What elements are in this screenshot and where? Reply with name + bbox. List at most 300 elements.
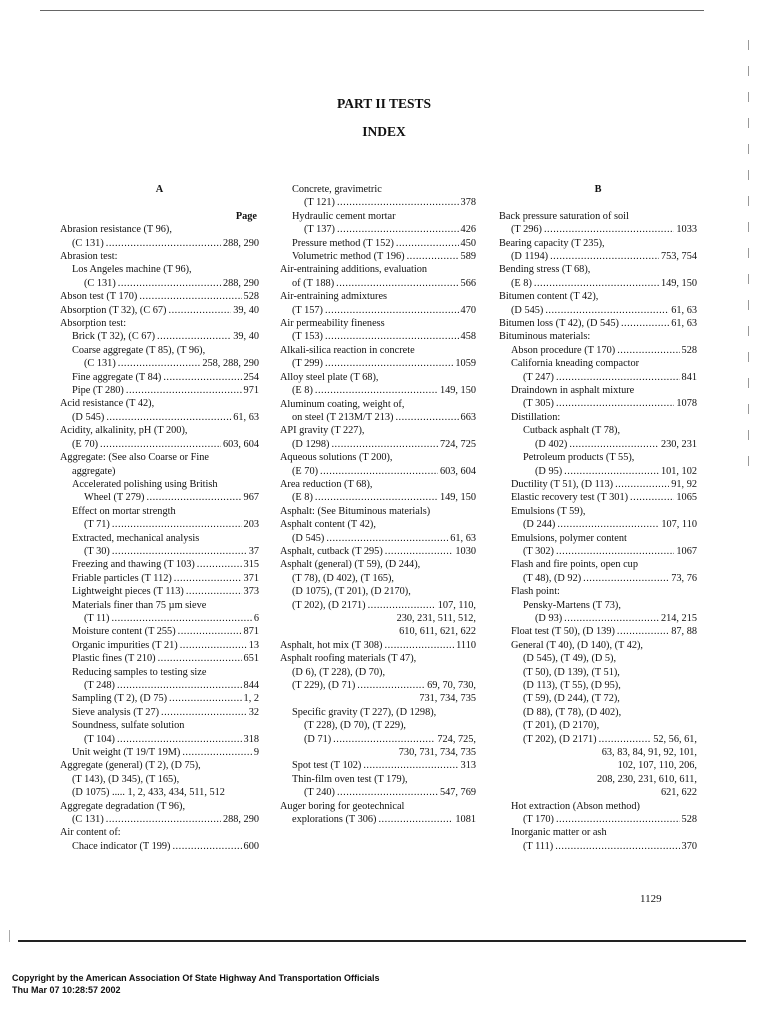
entry-text: Chace indicator (T 199) <box>72 840 171 852</box>
index-line: Coarse aggregate (T 85), (T 96), <box>72 344 206 356</box>
entry-text: Bitumen loss (T 42), (D 545) <box>499 318 619 330</box>
entry-pages: 73, 76 <box>671 572 697 584</box>
dot-leader <box>363 759 458 772</box>
index-line: (D 1075), (T 201), (D 2170), <box>292 586 411 598</box>
index-entry <box>60 237 259 250</box>
index-entry <box>280 223 476 236</box>
index-line: Flash and fire points, open cup <box>511 559 638 571</box>
index-entry <box>499 545 697 558</box>
entry-text: (T 299) <box>292 358 323 370</box>
entry-text: (D 545) <box>292 532 325 544</box>
index-column-2 <box>280 183 476 827</box>
index-line: Acid resistance (T 42), <box>60 398 155 410</box>
index-entry <box>280 599 476 612</box>
dot-leader <box>118 277 221 290</box>
index-line: Air-entraining admixtures <box>280 291 388 303</box>
dot-leader <box>172 840 241 853</box>
dot-leader <box>395 411 458 424</box>
entry-pages: 370 <box>681 840 697 852</box>
entry-text: Abson procedure (T 170) <box>511 344 616 356</box>
dot-leader <box>139 290 241 303</box>
index-entry <box>499 223 697 236</box>
entry-pages: 967 <box>243 492 259 504</box>
entry-pages: 373 <box>243 586 259 598</box>
entry-pages: 1081 <box>455 814 476 826</box>
index-line: California kneading compactor <box>511 358 640 370</box>
index-line: Absorption test: <box>60 318 127 330</box>
entry-pages: 378 <box>460 197 476 209</box>
index-line: Auger boring for geotechnical <box>280 800 405 812</box>
entry-text: Pressure method (T 152) <box>292 237 394 249</box>
entry-pages: 6 <box>253 612 259 624</box>
index-entry <box>499 478 697 491</box>
dot-leader <box>169 692 242 705</box>
entry-text: Float test (T 50), (D 139) <box>511 626 615 638</box>
entry-text: (T 11) <box>84 612 110 624</box>
section-letter: B <box>594 184 602 195</box>
index-line: Concrete, gravimetric <box>292 184 382 195</box>
entry-pages: 288, 290 <box>222 237 259 249</box>
entry-text: (T 104) <box>84 733 115 745</box>
entry-pages: 32 <box>248 706 259 718</box>
entry-pages: 589 <box>460 251 476 263</box>
index-entry <box>499 572 697 585</box>
dot-leader <box>564 465 659 478</box>
index-entry <box>60 411 259 424</box>
index-line: Hot extraction (Abson method) <box>511 800 640 812</box>
dot-leader <box>112 518 242 531</box>
index-entry <box>280 438 476 451</box>
index-line: Asphalt: (See Bituminous materials) <box>280 505 431 517</box>
entry-text: (T 71) <box>84 519 110 531</box>
index-entry <box>280 196 476 209</box>
entry-pages: 61, 63 <box>671 304 697 316</box>
entry-text: (D 244) <box>523 519 556 531</box>
entry-pages: 470 <box>460 304 476 316</box>
index-line: (T 59), (D 244), (T 72), <box>523 693 620 705</box>
index-entry <box>280 491 476 504</box>
dot-leader <box>197 558 242 571</box>
entry-text: (D 95) <box>535 465 563 477</box>
entry-pages: 107, 110 <box>661 519 697 531</box>
page-refs-continued: 230, 231, 511, 512, <box>396 613 476 624</box>
index-entry <box>280 786 476 799</box>
page-refs-continued: 731, 734, 735 <box>419 693 476 705</box>
index-entry <box>280 733 476 746</box>
entry-text: (T 247) <box>523 371 554 383</box>
index-entry <box>499 465 697 478</box>
index-column-3 <box>499 183 697 853</box>
index-line: Extracted, mechanical analysis <box>72 532 200 544</box>
entry-pages: 1110 <box>456 639 476 651</box>
entry-text: (T 302) <box>523 545 554 557</box>
dot-leader <box>106 237 221 250</box>
entry-pages: 39, 40 <box>233 304 259 316</box>
index-line: (D 1075) ..... 1, 2, 433, 434, 511, 512 <box>72 787 225 799</box>
index-entry <box>60 518 259 531</box>
dot-leader <box>556 545 674 558</box>
entry-text: Friable particles (T 112) <box>72 572 172 584</box>
dot-leader <box>337 196 459 209</box>
copyright-line: Copyright by the American Association Of State Highway And Transportation Officials <box>12 973 380 983</box>
entry-pages: 149, 150 <box>439 492 476 504</box>
entry-pages: 603, 604 <box>222 438 259 450</box>
dot-leader <box>615 478 669 491</box>
entry-pages: 528 <box>681 814 697 826</box>
index-entry <box>499 371 697 384</box>
entry-text: (E 70) <box>72 438 99 450</box>
dot-leader <box>555 840 679 853</box>
entry-text: Sieve analysis (T 27) <box>72 706 160 718</box>
dot-leader <box>174 572 242 585</box>
entry-text: Moisture content (T 255) <box>72 626 176 638</box>
entry-text: Asphalt, hot mix (T 308) <box>280 639 383 651</box>
dot-leader <box>325 330 459 343</box>
entry-text: (T 111) <box>523 840 554 852</box>
entry-pages: 313 <box>460 760 476 772</box>
dot-leader <box>182 746 252 759</box>
dot-leader <box>336 277 458 290</box>
index-line: Air-entraining additions, evaluation <box>280 264 428 276</box>
entry-text: Plastic fines (T 210) <box>72 653 156 665</box>
index-entry <box>60 384 259 397</box>
index-entry <box>499 491 697 504</box>
entry-pages: 61, 63 <box>450 532 476 544</box>
entry-text: (T 30) <box>84 545 110 557</box>
corner-mark <box>9 930 14 942</box>
entry-text: (T 121) <box>304 197 335 209</box>
index-entry <box>499 813 697 826</box>
entry-text: (T 248) <box>84 680 115 692</box>
index-entry <box>280 813 476 826</box>
index-line: (D 113), (T 55), (D 95), <box>523 680 621 692</box>
index-line: (T 50), (D 139), (T 51), <box>523 666 620 678</box>
entry-text: on steel (T 213M/T 213) <box>292 411 394 423</box>
dot-leader <box>556 813 680 826</box>
index-entry <box>60 585 259 598</box>
index-line: aggregate) <box>72 465 116 477</box>
entry-text: Spot test (T 102) <box>292 760 362 772</box>
dot-leader <box>617 344 679 357</box>
entry-text: (T 157) <box>292 304 323 316</box>
page-refs-continued: 63, 83, 84, 91, 92, 101, <box>601 747 697 759</box>
index-entry <box>60 733 259 746</box>
index-entry <box>60 652 259 665</box>
entry-text: (E 8) <box>511 277 532 289</box>
index-line: Inorganic matter or ash <box>511 827 607 839</box>
page-number: 1129 <box>640 893 662 905</box>
entry-text: (E 70) <box>292 465 319 477</box>
index-line: Emulsions (T 59), <box>511 505 586 517</box>
index-entry <box>60 840 259 853</box>
dot-leader <box>557 518 659 531</box>
dot-leader <box>106 411 231 424</box>
dot-leader <box>564 612 659 625</box>
entry-pages: 663 <box>460 411 476 423</box>
entry-pages: 214, 215 <box>660 612 697 624</box>
entry-pages: 753, 754 <box>660 251 697 263</box>
index-entry <box>499 840 697 853</box>
entry-text: (E 8) <box>292 492 313 504</box>
index-line: Bitumen content (T 42), <box>499 291 599 303</box>
index-entry <box>499 625 697 638</box>
dot-leader <box>337 223 459 236</box>
dot-leader <box>378 813 453 826</box>
index-line: Asphalt roofing materials (T 47), <box>280 653 417 665</box>
index-line: Hydraulic cement mortar <box>292 210 396 222</box>
index-entry <box>499 344 697 357</box>
entry-pages: 87, 88 <box>671 626 697 638</box>
index-line: Alkali-silica reaction in concrete <box>280 344 415 356</box>
index-line: (D 6), (T 228), (D 70), <box>292 666 386 678</box>
entry-pages: 603, 604 <box>439 465 476 477</box>
entry-pages: 844 <box>243 680 259 692</box>
index-title: INDEX <box>362 124 406 139</box>
page-refs-continued: 621, 622 <box>660 787 697 799</box>
entry-pages: 149, 150 <box>660 277 697 289</box>
entry-text: (C 131) <box>72 237 104 249</box>
dot-leader <box>117 733 242 746</box>
entry-text: Elastic recovery test (T 301) <box>511 492 629 504</box>
index-entry <box>60 612 259 625</box>
index-line: (D 545), (T 49), (D 5), <box>523 653 617 665</box>
dot-leader <box>161 706 247 719</box>
index-line: Air content of: <box>60 827 121 839</box>
index-line: (T 143), (D 345), (T 165), <box>72 773 180 785</box>
page-refs-continued: 730, 731, 734, 735 <box>398 747 476 759</box>
index-entry <box>60 545 259 558</box>
dot-leader <box>320 465 438 478</box>
dot-leader <box>583 572 669 585</box>
entry-pages: 1030 <box>455 545 476 557</box>
dot-leader <box>331 438 437 451</box>
dot-leader <box>534 277 659 290</box>
index-entry <box>280 532 476 545</box>
index-line: Abrasion test: <box>60 251 118 263</box>
top-rule <box>40 10 704 11</box>
entry-text: of (T 188) <box>292 277 335 289</box>
dot-leader <box>325 357 453 370</box>
dot-leader <box>126 384 242 397</box>
entry-pages: 1033 <box>676 224 697 236</box>
index-entry <box>60 357 259 370</box>
index-entry <box>280 330 476 343</box>
index-entry <box>60 572 259 585</box>
entry-pages: 600 <box>243 840 259 852</box>
dot-leader <box>315 491 438 504</box>
index-entry <box>499 397 697 410</box>
dot-leader <box>556 397 674 410</box>
index-entry <box>499 304 697 317</box>
index-line: Reducing samples to testing size <box>72 666 207 678</box>
index-line: Petroleum products (T 55), <box>523 452 635 464</box>
entry-pages: 1059 <box>455 358 476 370</box>
dot-leader <box>326 532 448 545</box>
dot-leader <box>163 371 241 384</box>
index-line: Aggregate: (See also Coarse or Fine <box>60 452 209 464</box>
index-entry <box>60 304 259 317</box>
entry-pages: 37 <box>248 545 259 557</box>
entry-text: (T 170) <box>523 814 554 826</box>
entry-text: (D 402) <box>535 438 568 450</box>
entry-text: (C 131) <box>72 814 104 826</box>
dot-leader <box>385 639 455 652</box>
entry-text: Unit weight (T 19/T 19M) <box>72 747 181 759</box>
index-line: Bending stress (T 68), <box>499 264 591 276</box>
index-entry <box>499 277 697 290</box>
index-entry <box>60 692 259 705</box>
page-refs-continued: 102, 107, 110, 206, <box>617 760 697 772</box>
index-entry <box>60 277 259 290</box>
entry-pages: 39, 40 <box>233 331 259 343</box>
dot-leader <box>118 357 201 370</box>
page-refs-continued: 208, 230, 231, 610, 611, <box>596 773 697 785</box>
entry-pages: 288, 290 <box>222 277 259 289</box>
index-line: Aggregate (general) (T 2), (D 75), <box>60 760 201 772</box>
entry-pages: 254 <box>243 371 259 383</box>
dot-leader <box>106 813 221 826</box>
index-entry <box>499 250 697 263</box>
dot-leader <box>117 679 242 692</box>
dot-leader <box>180 639 247 652</box>
index-line: Cutback asphalt (T 78), <box>523 425 621 437</box>
entry-pages: 318 <box>243 733 259 745</box>
index-column-1 <box>60 183 259 853</box>
entry-pages: 1065 <box>676 492 697 504</box>
index-line: Draindown in asphalt mixture <box>511 385 635 397</box>
entry-text: Absorption (T 32), (C 67) <box>60 304 167 316</box>
entry-text: Ductility (T 51), (D 113) <box>511 478 614 490</box>
entry-text: Freezing and thawing (T 103) <box>72 559 195 571</box>
blank-line <box>499 196 697 209</box>
index-line: Air permeability fineness <box>280 318 385 330</box>
entry-pages: 871 <box>243 626 259 638</box>
dot-leader <box>146 491 241 504</box>
index-line: Pensky-Martens (T 73), <box>523 599 621 611</box>
entry-pages: 52, 56, 61, <box>653 733 697 745</box>
dot-leader <box>337 786 438 799</box>
dot-leader <box>357 679 425 692</box>
index-line: Bituminous materials: <box>499 331 591 343</box>
index-entry <box>60 746 259 759</box>
dot-leader <box>599 733 652 746</box>
index-line: (T 201), (D 2170), <box>523 720 600 732</box>
entry-text: Volumetric method (T 196) <box>292 251 405 263</box>
index-line: API gravity (T 227), <box>280 425 365 437</box>
entry-pages: 651 <box>243 653 259 665</box>
entry-text: (T 240) <box>304 787 335 799</box>
entry-text: (T 48), (D 92) <box>523 572 582 584</box>
bottom-rule <box>18 940 746 942</box>
entry-text: (D 545) <box>72 411 105 423</box>
dot-leader <box>169 304 232 317</box>
index-entry <box>60 290 259 303</box>
index-line: Emulsions, polymer content <box>511 532 627 544</box>
index-line: Effect on mortar strength <box>72 505 176 517</box>
entry-pages: 724, 725, <box>437 733 476 745</box>
entry-text: Wheel (T 279) <box>84 492 145 504</box>
entry-text: Asphalt, cutback (T 295) <box>280 545 383 557</box>
index-entry <box>60 706 259 719</box>
entry-pages: 149, 150 <box>439 385 476 397</box>
dot-leader <box>368 599 436 612</box>
section-letter: A <box>155 184 164 195</box>
index-entry <box>280 384 476 397</box>
index-line: Materials finer than 75 µm sieve <box>72 599 207 611</box>
entry-text: explorations (T 306) <box>292 814 377 826</box>
index-line: Distillation: <box>511 411 561 423</box>
entry-text: (T 153) <box>292 331 323 343</box>
entry-pages: 258, 288, 290 <box>202 358 259 370</box>
entry-pages: 528 <box>681 344 697 356</box>
entry-text: (T 296) <box>511 224 542 236</box>
index-entry <box>280 679 476 692</box>
entry-text: (T 229), (D 71) <box>292 680 356 692</box>
index-entry <box>60 491 259 504</box>
blank-line <box>60 196 259 209</box>
entry-pages: 315 <box>243 559 259 571</box>
entry-pages: 450 <box>460 237 476 249</box>
index-line: (D 88), (T 78), (D 402), <box>523 706 622 718</box>
entry-pages: 458 <box>460 331 476 343</box>
index-entry <box>280 639 476 652</box>
entry-text: (D 545) <box>511 304 544 316</box>
dot-leader <box>385 545 454 558</box>
entry-text: Abson test (T 170) <box>60 291 138 303</box>
entry-text: (D 93) <box>535 612 563 624</box>
part-title: PART II TESTS <box>336 96 432 111</box>
copyright-footer <box>12 973 380 996</box>
entry-text: Fine aggregate (T 84) <box>72 371 162 383</box>
index-line: Flash point: <box>511 586 560 598</box>
index-line: Aggregate degradation (T 96), <box>60 800 186 812</box>
index-line: Acidity, alkalinity, pH (T 200), <box>60 425 188 437</box>
entry-pages: 69, 70, 730, <box>427 680 476 692</box>
index-line: Area reduction (T 68), <box>280 478 373 490</box>
entry-pages: 9 <box>253 747 259 759</box>
index-entry <box>280 250 476 263</box>
index-entry <box>60 330 259 343</box>
page-refs-continued: 610, 611, 621, 622 <box>399 626 476 638</box>
entry-pages: 61, 63 <box>671 318 697 330</box>
index-entry <box>60 679 259 692</box>
dot-leader <box>569 438 659 451</box>
entry-text: (C 131) <box>84 358 116 370</box>
dot-leader <box>111 612 251 625</box>
index-entry <box>280 237 476 250</box>
dot-leader <box>157 330 231 343</box>
dot-leader <box>100 438 221 451</box>
index-entry <box>280 759 476 772</box>
dot-leader <box>545 304 669 317</box>
entry-pages: 528 <box>243 291 259 303</box>
dot-leader <box>315 384 438 397</box>
index-entry <box>280 545 476 558</box>
dot-leader <box>333 733 435 746</box>
index-entry <box>280 277 476 290</box>
dot-leader <box>621 317 669 330</box>
entry-pages: 841 <box>681 371 697 383</box>
entry-text: Pipe (T 280) <box>72 385 124 397</box>
entry-text: (D 1194) <box>511 251 549 263</box>
index-entry <box>280 304 476 317</box>
index-line: Bearing capacity (T 235), <box>499 237 605 249</box>
entry-text: (T 137) <box>304 224 335 236</box>
index-entry <box>280 465 476 478</box>
index-entry <box>499 518 697 531</box>
entry-pages: 61, 63 <box>233 411 259 423</box>
dot-leader <box>396 237 459 250</box>
